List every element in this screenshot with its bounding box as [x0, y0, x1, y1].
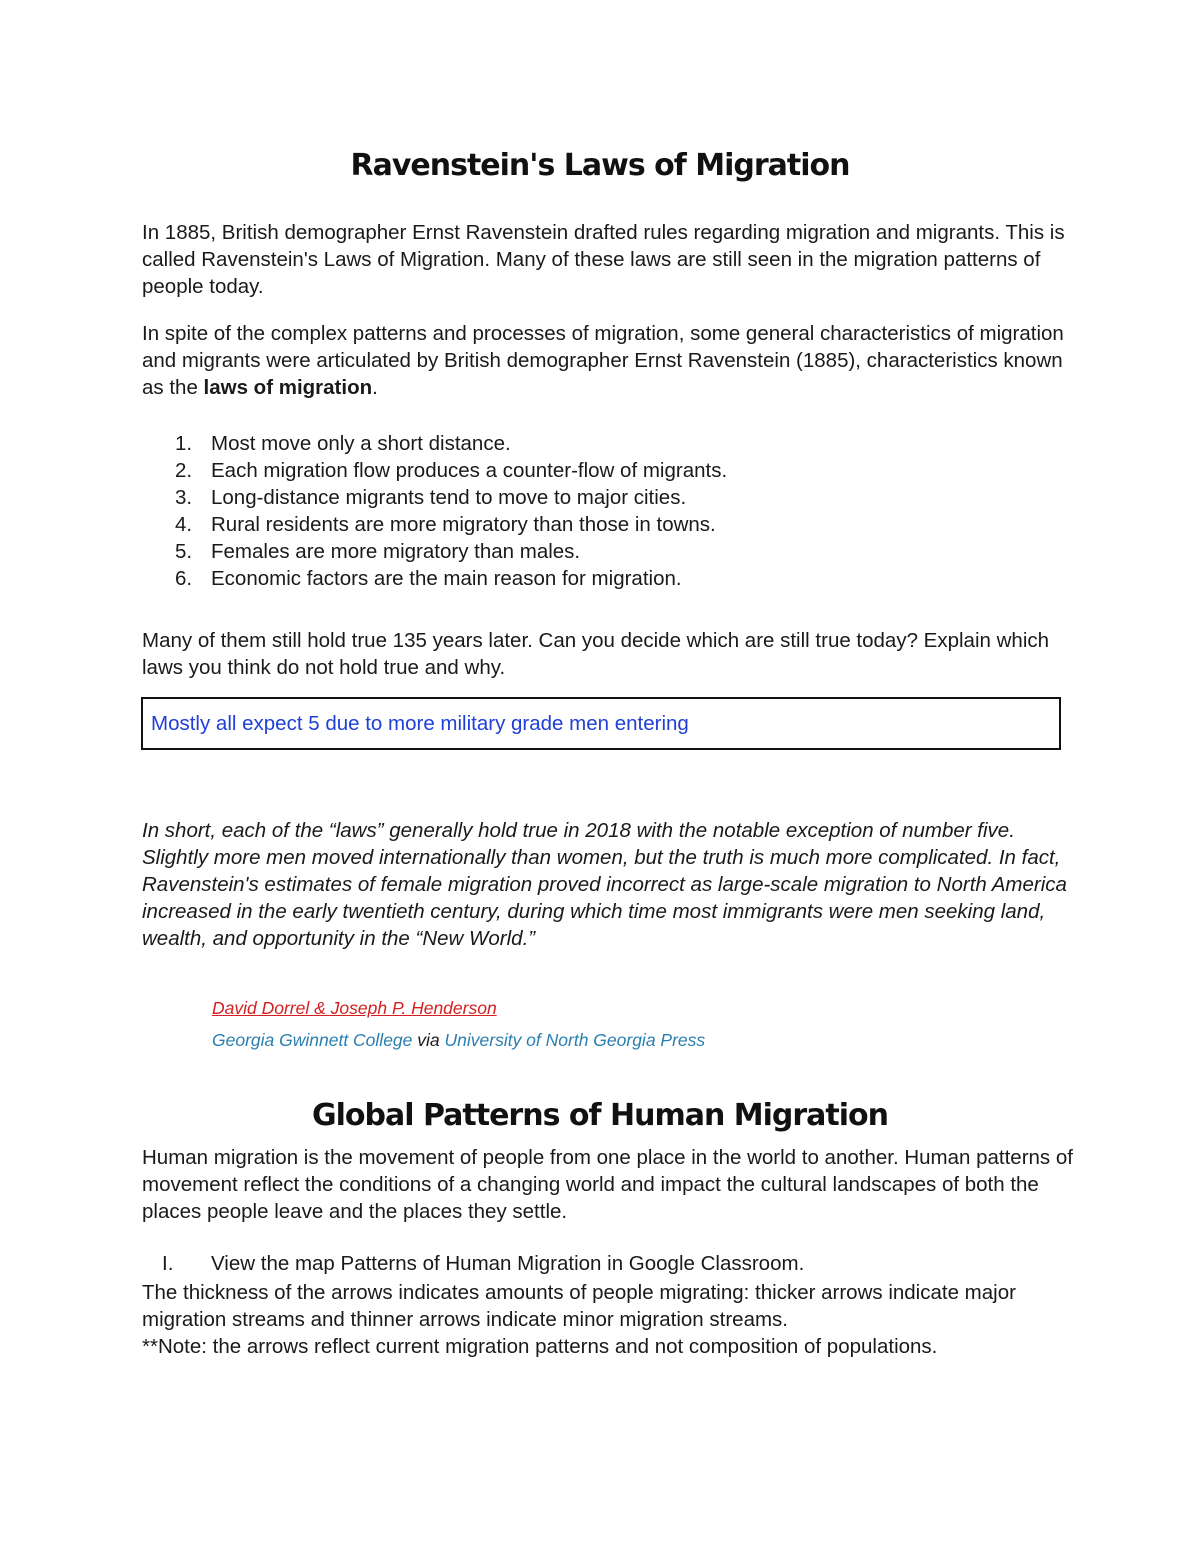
step-number: I.	[162, 1252, 174, 1275]
college-link[interactable]: Georgia Gwinnett College	[212, 1030, 413, 1050]
question-paragraph: Many of them still hold true 135 years later. Can you decide which are still true today? Explain which laws you think do not hold true and why.	[142, 629, 1050, 679]
laws-intro-text: In spite of the complex patterns and processes of migration, some general characteristics of migration and migrants were articulated by British demographer Ernst Ravenstein (1885), characteristics known as the	[142, 322, 1064, 399]
list-text: Rural residents are more migratory than those in towns.	[211, 513, 716, 536]
list-item	[142, 484, 727, 511]
list-number: 6.	[175, 567, 193, 590]
list-text: Economic factors are the main reason for migration.	[211, 567, 682, 590]
composition-note-text: **Note: the arrows reflect current migration patterns and not composition of populations.	[142, 1335, 938, 1358]
laws-list	[142, 430, 727, 592]
list-item	[142, 457, 727, 484]
list-text: Each migration flow produces a counter-flow of migrants.	[211, 459, 728, 482]
citation-author-link[interactable]: David Dorrel & Joseph P. Henderson	[212, 998, 497, 1018]
list-item	[142, 565, 727, 592]
list-item	[142, 430, 727, 457]
list-number: 5.	[175, 540, 193, 563]
list-text: Females are more migratory than males.	[211, 540, 581, 563]
laws-intro-paragraph	[142, 320, 1082, 401]
page-title: Ravenstein's Laws of Migration	[350, 148, 850, 183]
migration-intro-paragraph: Human migration is the movement of people from one place in the world to another. Human patterns of movement reflect the conditions of a changing world and impact the cultural landscapes of both the places people leave and the places they settle.	[142, 1146, 1073, 1223]
list-item	[142, 538, 727, 565]
citation-source	[212, 1030, 705, 1051]
via-text: via	[412, 1030, 445, 1050]
list-text: Long-distance migrants tend to move to major cities.	[211, 486, 687, 509]
press-link[interactable]: University of North Georgia Press	[444, 1030, 706, 1050]
laws-of-migration-term: laws of migration	[203, 376, 373, 399]
list-number: 4.	[175, 513, 193, 536]
list-item	[142, 511, 727, 538]
list-text: Most move only a short distance.	[211, 432, 511, 455]
arrows-note-text: The thickness of the arrows indicates amounts of people migrating: thicker arrows indicate major migration streams and thinner arrows indicate minor migration streams.	[142, 1281, 1016, 1331]
step-text: View the map Patterns of Human Migration in Google Classroom.	[211, 1252, 805, 1275]
list-number: 2.	[175, 459, 193, 482]
intro-paragraph: In 1885, British demographer Ernst Ravenstein drafted rules regarding migration and migrants. This is called Ravenstein's Laws of Migration. Many of these laws are still seen in the migration patterns of people today.	[142, 221, 1065, 298]
list-number: 1.	[175, 432, 193, 455]
quote-paragraph: In short, each of the “laws” generally hold true in 2018 with the notable exception of number five. Slightly more men moved internationally than women, but the truth is much more complicated. In fact, Ravenstein's estimates of female migration proved incorrect as large-scale migration to North America increased in the early twentieth century, during which time most immigrants were men seeking land, wealth, and opportunity in the “New World.”	[142, 819, 1067, 950]
answer-box[interactable]	[141, 697, 1061, 750]
arrows-note-paragraph	[142, 1279, 1072, 1360]
step-item	[142, 1250, 804, 1277]
list-number: 3.	[175, 486, 193, 509]
section-title-global-patterns: Global Patterns of Human Migration	[312, 1098, 888, 1133]
answer-text[interactable]: Mostly all expect 5 due to more military grade men entering	[151, 712, 689, 735]
laws-intro-period: .	[372, 376, 378, 399]
